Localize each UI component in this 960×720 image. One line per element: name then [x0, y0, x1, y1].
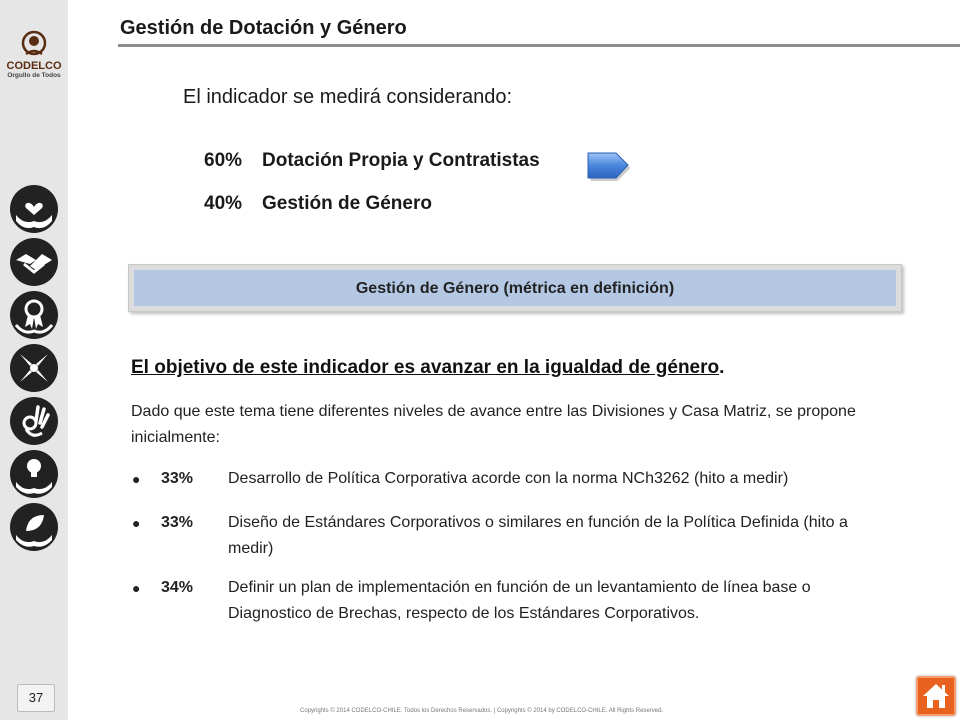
header-divider: [118, 44, 960, 47]
sidebar: [0, 0, 68, 720]
weight-row: [204, 193, 432, 215]
handshake-icon: [10, 238, 58, 286]
codelco-emblem-icon: [19, 30, 49, 60]
right-arrow-button[interactable]: [586, 150, 632, 184]
bullet-percent: 33%: [161, 470, 194, 487]
home-icon: [918, 678, 954, 714]
ok-gesture-hand-icon: [10, 397, 58, 445]
brand-name: CODELCO: [6, 60, 62, 72]
bullet-text: Diseño de Estándares Corporativos o similares en función de la Política Definida (hito a medir): [228, 514, 848, 557]
gender-metric-banner: [128, 264, 902, 312]
lightbulb-in-hand-icon: [10, 450, 58, 498]
bullet-dot: ●: [132, 580, 141, 596]
bullet-text: Definir un plan de implementación en función de un levantamiento de línea base o Diagnostico de Brechas, respecto de los Estándares Corporativos.: [228, 579, 811, 622]
bullet-dot: ●: [132, 515, 141, 531]
weight-percent: 60%: [204, 150, 243, 171]
heart-in-hands-icon: [10, 185, 58, 233]
bullet-percent: 33%: [161, 514, 194, 531]
weight-percent: 40%: [204, 193, 243, 214]
bullet-dot: ●: [132, 471, 141, 487]
objective-heading: [131, 357, 724, 379]
compass-arrows-icon: [10, 344, 58, 392]
page-title: Gestión de Dotación y Género: [120, 17, 407, 39]
award-medal-icon: [10, 291, 58, 339]
context-paragraph: Dado que este tema tiene diferentes niveles de avance entre las Divisiones y Casa Matriz, se propone inicialmente:: [131, 403, 856, 446]
codelco-logo: [4, 30, 64, 88]
intro-text: El indicador se medirá considerando:: [183, 86, 513, 108]
bullet-text: Desarrollo de Política Corporativa acorde con la norma NCh3262 (hito a medir): [228, 470, 789, 487]
leaf-in-hands-icon: [10, 503, 58, 551]
home-button[interactable]: [916, 676, 956, 716]
brand-tagline: Orgullo de Todos: [7, 72, 61, 79]
objective-text: El objetivo de este indicador es avanzar en la igualdad de género: [131, 357, 720, 378]
weight-row: [204, 150, 540, 172]
copyright-footer: Copyrights © 2014 CODELCO-CHILE. Todos los Derechos Reservados. | Copyrights © 2014 by CODELCO-CHILE. All Rights Reserved.: [300, 708, 664, 714]
weight-label: Dotación Propia y Contratistas: [262, 150, 540, 171]
banner-text: Gestión de Género (métrica en definición): [134, 270, 896, 306]
bullet-percent: 34%: [161, 579, 194, 596]
objective-period: .: [719, 357, 725, 378]
slide-number: 37: [17, 684, 55, 712]
weight-label: Gestión de Género: [262, 193, 432, 214]
